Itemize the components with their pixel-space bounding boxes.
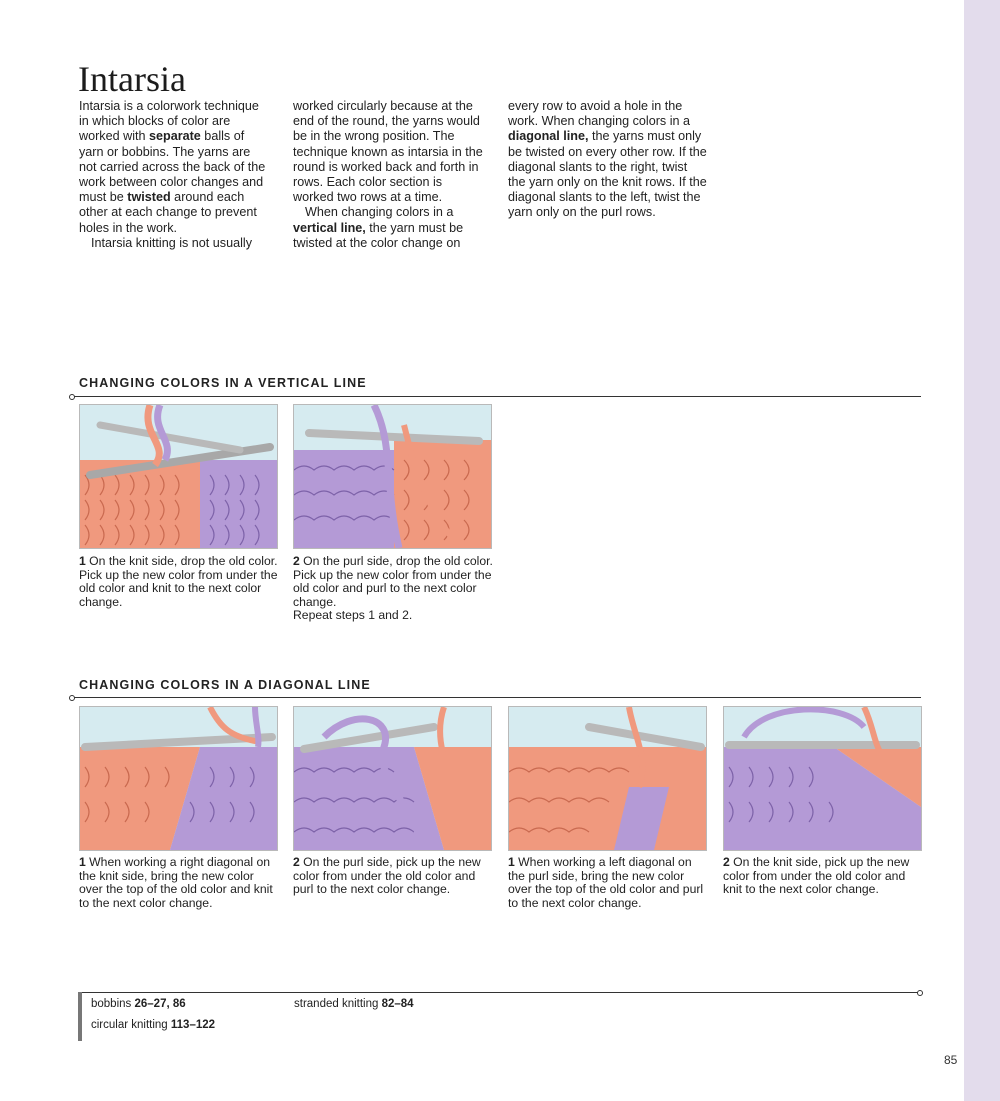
illustration-diagonal-4	[723, 706, 922, 851]
cross-ref-circular-knitting[interactable]: circular knitting 113–122	[91, 1019, 216, 1031]
intro-column-1	[79, 99, 271, 251]
intro-paragraph-1: Intarsia is a colorwork technique in which blocks of color are worked with separate balls of yarn or bobbins. The yarns are not carried across the back of the work between color changes and must be twisted around each other at each change to prevent holes in the work.	[79, 99, 266, 235]
caption-vertical-1: 1 On the knit side, drop the old color. Pick up the new color from under the old color and knit to the next color change.	[79, 554, 278, 609]
caption-vertical-2: 2 On the purl side, drop the old color. Pick up the new color from under the old color and purl to the next color change. Repeat steps 1 and 2.	[293, 554, 493, 623]
intro-paragraph-3: worked circularly because at the end of the round, the yarns would be in the wrong position. The technique known as intarsia in the round is worked back and forth in rows. Each color section is worked two rows at a time.	[293, 99, 483, 205]
illustration-diagonal-2	[293, 706, 492, 851]
illustration-vertical-purl	[293, 404, 492, 549]
caption-diagonal-4: 2 On the knit side, pick up the new color from under the old color and knit to the next color change.	[723, 855, 910, 897]
illustration-diagonal-3	[508, 706, 707, 851]
intro-paragraph-2: Intarsia knitting is not usually	[91, 235, 253, 250]
cross-reference-box	[78, 990, 921, 1042]
intro-column-2	[293, 99, 485, 251]
cross-reference-bar	[78, 992, 82, 1041]
intro-paragraph-4: When changing colors in a vertical line, the yarn must be twisted at the color change on	[293, 205, 464, 250]
cross-ref-bobbins[interactable]: bobbins 26–27, 86	[91, 998, 186, 1010]
caption-diagonal-3: 1 When working a left diagonal on the purl side, bring the new color over the top of the old color and purl to the next color change.	[508, 855, 704, 910]
side-color-band	[964, 0, 1000, 1101]
intro-paragraph-5: every row to avoid a hole in the work. When changing colors in a diagonal line, the yarns must only be twisted on every other row. If the diagonal slants to the right, twist the yarn only on the knit rows. If the diagonal slants to the left, twist the yarn only on the purl rows.	[508, 99, 707, 220]
illustration-vertical-knit	[79, 404, 278, 549]
caption-diagonal-1: 1 When working a right diagonal on the knit side, bring the new color over the top of the old color and knit to the next color change.	[79, 855, 273, 910]
caption-diagonal-2: 2 On the purl side, pick up the new color from under the old color and purl to the next color change.	[293, 855, 481, 897]
cross-reference-rule	[78, 992, 919, 993]
page-title: Intarsia	[78, 59, 186, 99]
page-number: 85	[944, 1053, 958, 1067]
section-heading-diagonal: CHANGING COLORS IN A DIAGONAL LINE	[79, 678, 371, 692]
section-heading-vertical: CHANGING COLORS IN A VERTICAL LINE	[79, 376, 367, 390]
intro-column-3	[508, 99, 708, 221]
section-rule-diagonal	[72, 697, 921, 698]
illustration-diagonal-1	[79, 706, 278, 851]
section-rule-vertical	[72, 396, 921, 397]
cross-ref-stranded-knitting[interactable]: stranded knitting 82–84	[294, 998, 414, 1010]
